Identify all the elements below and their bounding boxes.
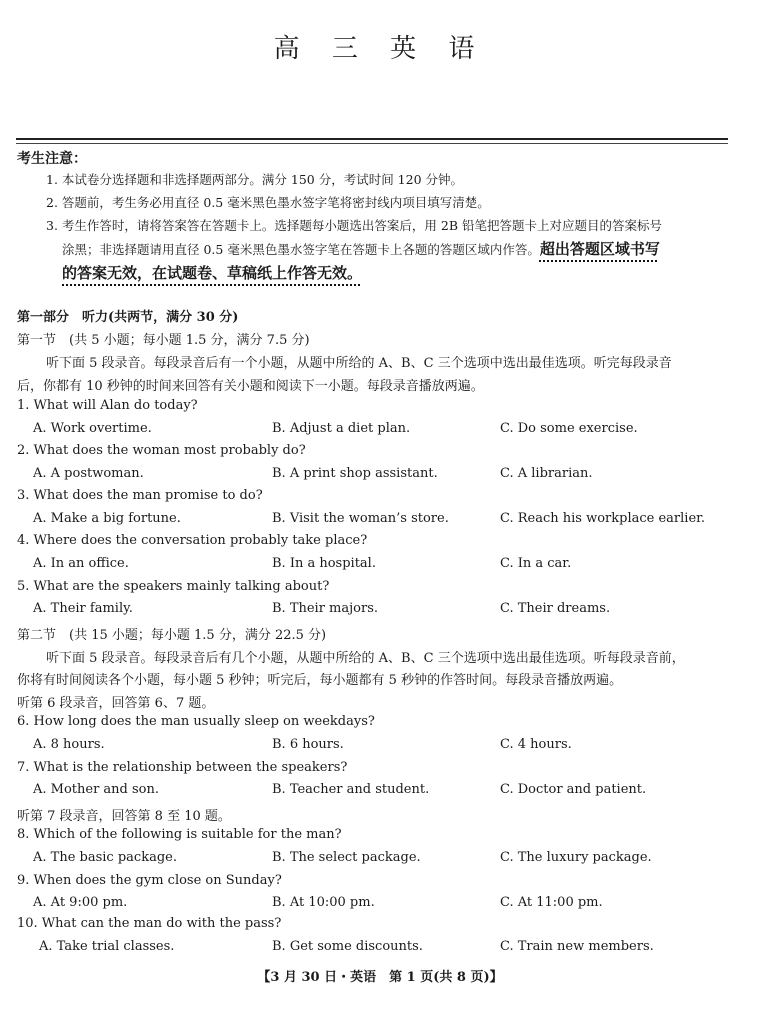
section2-instruction-1: 听下面 5 段录音。每段录音后有几个小题，从题中所给的 A、B、C 三个选项中选出最佳选项。听每段录音前， [46, 651, 685, 666]
question-8: 8. Which of the following is suitable for the man? [17, 827, 342, 842]
notice-item-3b-emphasis: 超出答题区域书写 [539, 240, 660, 258]
q7-option-c: C. Doctor and patient. [500, 782, 647, 797]
q6-option-b: B. 6 hours. [272, 737, 344, 752]
q1-option-a: A. Work overtime. [33, 421, 152, 436]
question-9: 9. When does the gym close on Sunday? [17, 873, 282, 888]
question-5: 5. What are the speakers mainly talking about? [17, 579, 330, 594]
q2-option-b: B. A print shop assistant. [272, 466, 438, 481]
question-4: 4. Where does the conversation probably take place? [17, 533, 368, 548]
q9-option-a: A. At 9:00 pm. [33, 895, 128, 910]
question-7: 7. What is the relationship between the speakers? [17, 760, 348, 775]
q10-option-b: B. Get some discounts. [272, 939, 423, 954]
notice-item-1: 1. 本试卷分选择题和非选择题两部分。满分 150 分，考试时间 120 分钟。 [46, 172, 464, 187]
section1-instruction-1: 听下面 5 段录音。每段录音后有一个小题，从题中所给的 A、B、C 三个选项中选出最佳选项。听完每段录音 [46, 356, 672, 371]
q5-option-a: A. Their family. [33, 601, 133, 616]
q8-option-b: B. The select package. [272, 850, 421, 865]
q7-option-a: A. Mother and son. [33, 782, 160, 797]
page-title: 高 三 英 语 [273, 34, 487, 64]
header-divider-thick [16, 138, 728, 140]
notice-item-3a: 3. 考生作答时，请将答案答在答题卡上。选择题每小题选出答案后，用 2B 铅笔把答题卡上对应题目的答案标号 [46, 218, 662, 233]
notice-item-3b-plain: 涂黑；非选择题请用直径 0.5 毫米黑色墨水签字笔在答题卡上各题的答题区域内作答。 [62, 242, 540, 257]
q2-option-c: C. A librarian. [500, 466, 593, 481]
question-3: 3. What does the man promise to do? [17, 488, 263, 503]
question-6: 6. How long does the man usually sleep on weekdays? [17, 714, 375, 729]
question-2: 2. What does the woman most probably do? [17, 443, 306, 458]
q2-option-a: A. A postwoman. [33, 466, 144, 481]
q4-option-c: C. In a car. [500, 556, 572, 571]
q3-option-a: A. Make a big fortune. [33, 511, 181, 526]
footer-text: 【3 月 30 日・英语 第 1 页(共 8 页)】 [257, 970, 503, 985]
q8-option-c: C. The luxury package. [500, 850, 652, 865]
q4-option-b: B. In a hospital. [272, 556, 376, 571]
q9-option-c: C. At 11:00 pm. [500, 895, 603, 910]
q3-option-b: B. Visit the woman’s store. [272, 511, 449, 526]
q10-option-a: A. Take trial classes. [39, 939, 175, 954]
q5-option-b: B. Their majors. [272, 601, 379, 616]
question-1: 1. What will Alan do today? [17, 398, 198, 413]
section1-instruction-2: 后，你都有 10 秒钟的时间来回答有关小题和阅读下一小题。每段录音播放两遍。 [17, 379, 484, 394]
q1-option-c: C. Do some exercise. [500, 421, 638, 436]
q1-option-b: B. Adjust a diet plan. [272, 421, 411, 436]
notice-item-2: 2. 答题前，考生务必用直径 0.5 毫米黑色墨水签字笔将密封线内项目填写清楚。 [46, 195, 490, 210]
q3-option-c: C. Reach his workplace earlier. [500, 511, 706, 526]
section2-instruction-2: 你将有时间阅读各个小题，每小题 5 秒钟；听完后，每小题都有 5 秒钟的作答时间。每段录音播放两遍。 [17, 673, 623, 688]
q8-option-a: A. The basic package. [33, 850, 177, 865]
q7-option-b: B. Teacher and student. [272, 782, 430, 797]
header-divider-thin [16, 143, 728, 144]
question-10: 10. What can the man do with the pass? [17, 916, 282, 931]
q4-option-a: A. In an office. [33, 556, 129, 571]
q5-option-c: C. Their dreams. [500, 601, 611, 616]
q10-option-c: C. Train new members. [500, 939, 654, 954]
part1-heading: 第一部分 听力(共两节，满分 30 分) [17, 310, 239, 325]
notice-item-3c [62, 262, 362, 285]
notice-item-3c-emphasis: 的答案无效，在试题卷、草稿纸上作答无效。 [62, 264, 363, 282]
audio-6-instruction: 听第 6 段录音，回答第 6、7 题。 [17, 696, 215, 711]
section2-heading: 第二节 (共 15 小题；每小题 1.5 分，满分 22.5 分) [17, 628, 327, 643]
section1-heading: 第一节 (共 5 小题；每小题 1.5 分，满分 7.5 分) [17, 333, 310, 348]
q9-option-b: B. At 10:00 pm. [272, 895, 375, 910]
audio-7-instruction: 听第 7 段录音，回答第 8 至 10 题。 [17, 809, 231, 824]
notice-heading: 考生注意： [17, 151, 87, 167]
q6-option-a: A. 8 hours. [33, 737, 105, 752]
page-footer [0, 966, 760, 985]
notice-item-3b [62, 238, 660, 261]
q6-option-c: C. 4 hours. [500, 737, 572, 752]
